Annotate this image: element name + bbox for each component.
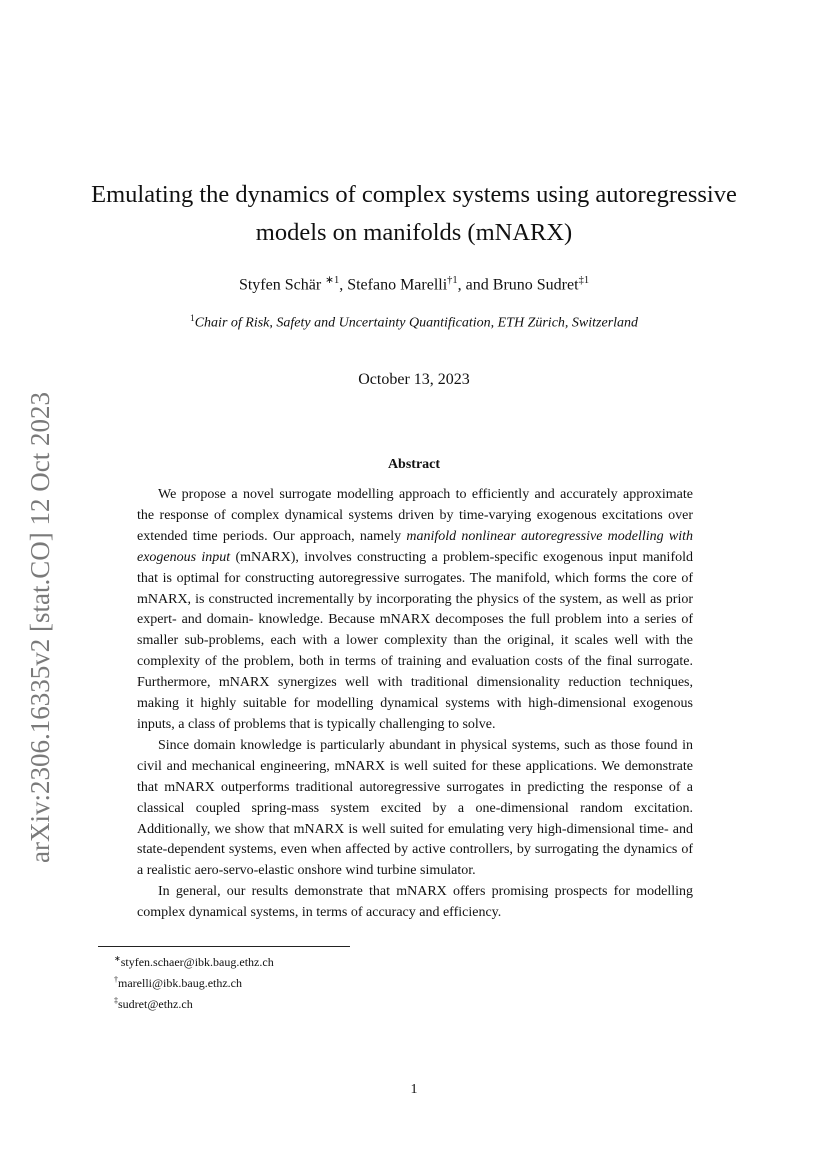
- abstract-text: (mNARX), involves constructing a problem-specific exogenous input manifold that is optimal for constructing autoregressive surrogates. The manifold, which forms the core of mNARX, is constructed incrementally by incorporating the physics of the system, as well as prior expert- and domain- knowledge. Because mNARX decomposes the full problem into a series of smaller sub-problems, each with a lower complexity than the original, it scales well with the complexity of the problem, both in terms of training and evaluation costs of the final surrogate. Furthermore, mNARX synergizes well with traditional dimensionality reduction techniques, making it highly suitable for modelling dynamical systems with high-dimensional exogenous inputs, a class of problems that is typically challenging to solve.: [137, 549, 693, 732]
- abstract-heading: Abstract: [387, 457, 441, 472]
- author-marks: †1: [447, 275, 458, 286]
- page-number: 1: [410, 1082, 418, 1097]
- author-name: Stefano Marelli: [347, 276, 448, 294]
- abstract-paragraph: In general, our results demonstrate that mNARX offers promising prospects for modelling complex dynamical systems, in terms of accuracy and efficiency.: [137, 884, 693, 921]
- author-marks: ∗1: [325, 275, 340, 286]
- arxiv-sidebar: [16, 363, 56, 863]
- author-name: Styfen Schär: [238, 276, 322, 294]
- affiliation: [80, 309, 748, 334]
- footnote: [114, 971, 614, 992]
- paper-date: October 13, 2023: [358, 371, 470, 388]
- abstract-paragraph: [137, 485, 693, 736]
- author-separator: ,: [339, 276, 348, 294]
- footnote-email: marelli@ibk.baug.ethz.ch: [118, 976, 243, 990]
- affiliation-mark: 1: [189, 314, 195, 324]
- footnotes: [114, 950, 614, 1013]
- footnote: [114, 992, 614, 1013]
- footnote-mark: ∗: [114, 954, 121, 963]
- title-line-1: Emulating the dynamics of complex systems using autoregressive: [91, 181, 737, 208]
- footnote-rule: [98, 946, 350, 947]
- abstract-emphasis: manifold nonlinear autoregressive modelling with exogenous input: [137, 528, 693, 565]
- footnote-mark: ‡: [114, 996, 118, 1005]
- footnote-email: sudret@ethz.ch: [118, 997, 193, 1011]
- author-list: [80, 270, 748, 296]
- arxiv-identifier: arXiv:2306.16335v2 [stat.CO] 12 Oct 2023: [25, 392, 55, 863]
- footnote: [114, 950, 614, 971]
- abstract-paragraph: Since domain knowledge is particularly abundant in physical systems, such as those found in civil and mechanical engineering, mNARX is well suited for these applications. We demonstrate that mNARX outperforms traditional autoregressive surrogates in predicting the response of a classical coupled spring-mass system excited by a one-dimensional random excitation. Additionally, we show that mNARX is well suited for emulating very high-dimensional time- and state-dependent systems, even when affected by active controllers, by surrogating the dynamics of a realistic aero-servo-elastic onshore wind turbine simulator.: [137, 737, 693, 879]
- abstract-text: We propose a novel surrogate modelling approach to efficiently and accurately approximate the response of complex dynamical systems driven by time-varying exogenous excitations over extended time periods. Our approach, namely: [137, 487, 693, 544]
- abstract-body: [137, 485, 693, 924]
- footnote-email: styfen.schaer@ibk.baug.ethz.ch: [120, 955, 274, 969]
- paper-title: [80, 176, 748, 252]
- title-line-2: models on manifolds (mNARX): [255, 219, 573, 246]
- author-separator: , and: [457, 276, 493, 294]
- affiliation-text: Chair of Risk, Safety and Uncertainty Quantification, ETH Zürich, Switzerland: [194, 315, 639, 331]
- author-marks: ‡1: [578, 275, 590, 286]
- footnote-mark: †: [114, 975, 118, 984]
- author-name: Bruno Sudret: [492, 276, 579, 294]
